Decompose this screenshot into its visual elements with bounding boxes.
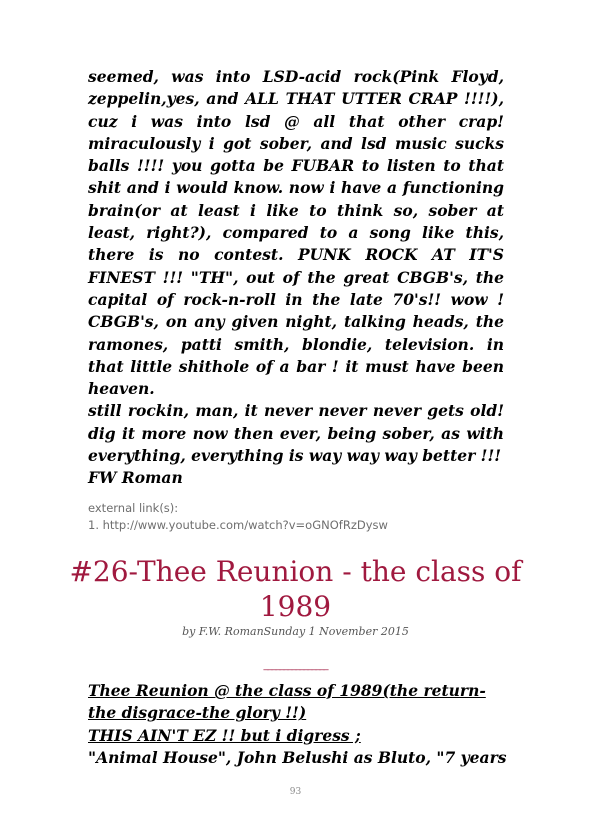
article-paragraph: seemed, was into LSD-acid rock(Pink Floyd, zeppelin,yes, and ALL THAT UTTER CRAP !!!!), cuz i was into lsd @ all that other crap! miraculously i got sober, and lsd music sucks balls !!!! you gotta be FUBAR to listen to that shit and i would know. now i have a functioning brain(or at least i like to think so, sober at least, right?), compared to a song like this, there is no contest. PUNK ROCK AT IT'S FINEST !!! "TH", out of the great CBGB's, the capital of rock-n-roll in the late 70's!! wow ! CBGB's, on any given night, talking heads, the ramones, patti smith, blondie, television. in that little shithole of a bar ! it must have been heaven.	[88, 67, 504, 399]
post-heading-line: Thee Reunion @ the class of 1989(the return-the disgrace-the glory !!)	[88, 681, 486, 723]
page-number: 93	[289, 787, 302, 797]
post-byline: by F.W. RomanSunday 1 November 2015	[182, 625, 409, 638]
separator: ________________	[263, 660, 328, 671]
external-links	[88, 500, 508, 534]
article-paragraph: still rockin, man, it never never never gets old! dig it more now then ever, being sober, as with everything, everything is way way way better !!!	[88, 401, 504, 466]
external-link[interactable]: 1. http://www.youtube.com/watch?v=oGNOfRzDysw	[88, 518, 388, 532]
external-links-heading: external link(s):	[88, 501, 179, 515]
post-subheading-line: THIS AIN'T EZ !! but i digress ;	[88, 725, 361, 745]
post-title: #26-Thee Reunion - the class of 1989	[69, 555, 522, 623]
post-body	[88, 680, 508, 769]
signature: FW Roman	[88, 468, 183, 488]
article-body	[88, 66, 504, 490]
post-text-line: "Animal House", John Belushi as Bluto, "7 years	[88, 747, 507, 767]
